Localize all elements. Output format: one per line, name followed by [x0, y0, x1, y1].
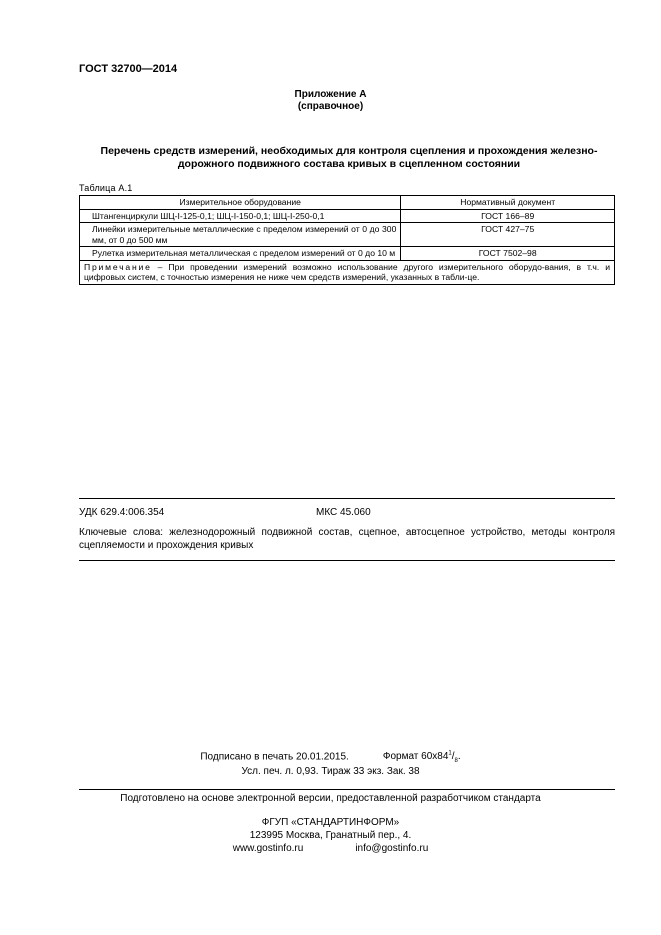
table-row [80, 209, 615, 223]
equipment-cell: Рулетка измерительная металлическая с пределом измерений от 0 до 10 м [80, 247, 401, 261]
equipment-cell: Линейки измерительные металлические с пределом измерений от 0 до 300 мм, от 0 до 500 мм [80, 223, 401, 247]
udk-code: УДК 629.4:006.354 [79, 507, 165, 518]
email-link[interactable]: info@gostinfo.ru [355, 843, 429, 854]
publisher-address: 123995 Москва, Гранатный пер., 4. [249, 830, 412, 841]
equipment-table [79, 195, 615, 285]
table-header-row [80, 196, 615, 210]
standard-cell: ГОСТ 166–89 [401, 209, 615, 223]
standard-cell: ГОСТ 7502–98 [401, 247, 615, 261]
paper-format: Формат $60x84^1/_8$. [382, 751, 461, 765]
equipment-cell: Штангенциркули ШЦ-I-125-0,1; ШЦ-I-150-0,1; ШЦ-I-250-0,1 [80, 209, 401, 223]
publisher-contacts [0, 843, 661, 854]
table-note [80, 260, 615, 284]
standard-cell: ГОСТ 427–75 [401, 223, 615, 247]
table-caption: Таблица А.1 [79, 183, 133, 193]
document-code: ГОСТ 32700—2014 [79, 63, 178, 75]
note-label: Примечание [84, 261, 152, 272]
appendix-title: Приложение А [294, 89, 367, 100]
divider-imprint [79, 789, 615, 790]
column-header-standard: Нормативный документ [401, 196, 615, 210]
publisher-name: ФГУП «СТАНДАРТИНФОРМ» [261, 817, 400, 828]
section-heading: Перечень средств измерений, необходимых для контроля сцепления и прохождения железно-дорожного подвижного состава кривых в сцепленном состоянии [100, 145, 598, 170]
note-text: – При проведении измерений возможно использование другого измерительного оборудо-вания, в т.ч. и цифровых систем, с точностью измерения не ниже чем средств измерений, указанных в табли-це. [84, 261, 610, 282]
table-row [80, 247, 615, 261]
divider-top [79, 498, 615, 499]
table-row [80, 223, 615, 247]
website-link[interactable]: www.gostinfo.ru [232, 843, 304, 854]
keywords: Ключевые слова: железнодорожный подвижной состав, сцепное, автосцепное устройство, методы контроля сцепляемости и прохождения кривых [79, 527, 615, 551]
divider-keywords [79, 560, 615, 561]
signed-date: Подписано в печать 20.01.2015. [200, 751, 349, 763]
mks-code: МКС 45.060 [316, 507, 371, 518]
print-info: Усл. печ. л. 0,93. Тираж 33 экз. Зак. 38 [241, 766, 420, 777]
appendix-subtitle: (справочное) [297, 101, 364, 112]
prepared-note: Подготовлено на основе электронной версии, предоставленной разработчиком стандарта [120, 793, 541, 804]
table-note-row [80, 260, 615, 284]
imprint-signed [0, 751, 661, 764]
column-header-equipment: Измерительное оборудование [80, 196, 401, 210]
